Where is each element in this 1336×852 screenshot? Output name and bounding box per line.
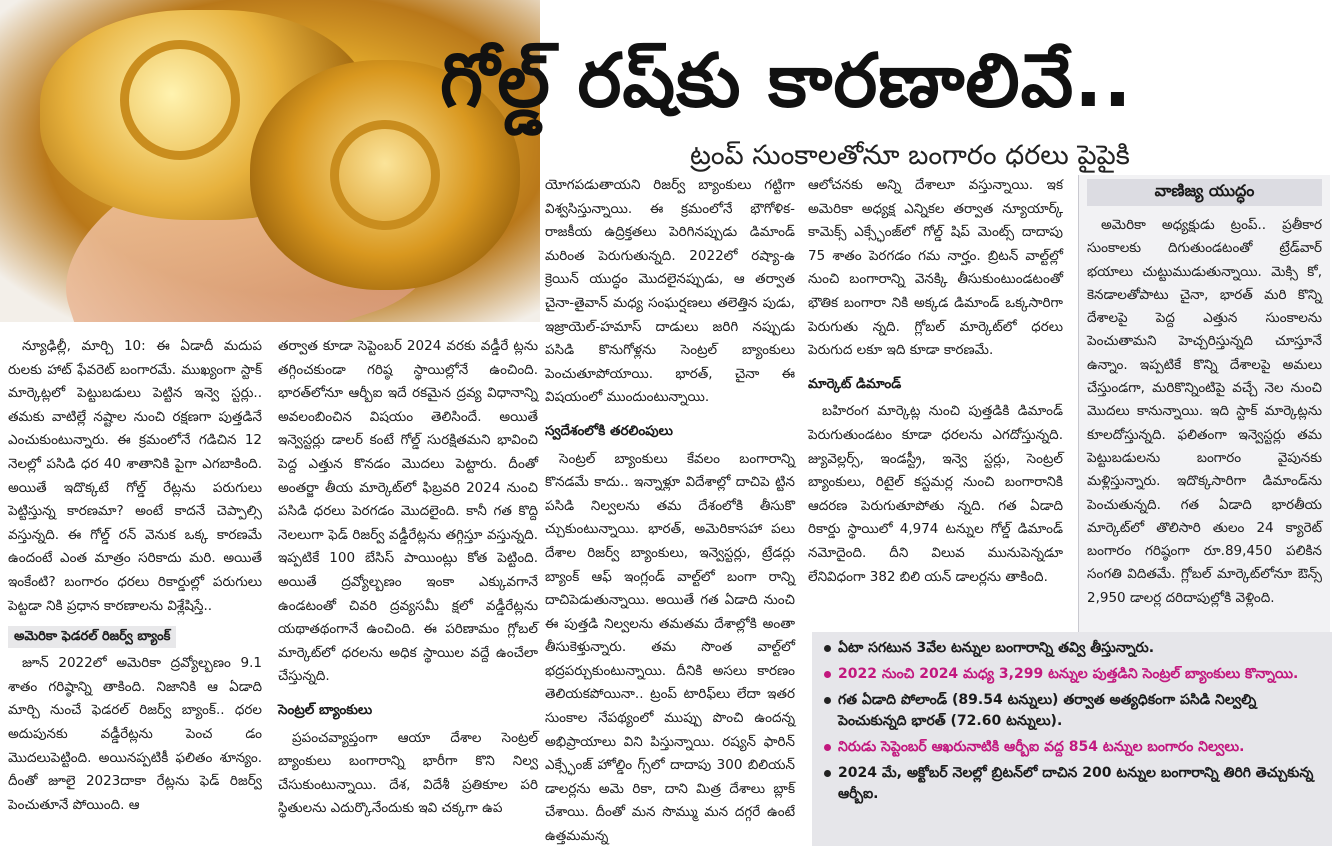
gold-bangle (120, 40, 240, 160)
headline: గోల్డ్‌ రష్‌కు కారణాలివే.. (440, 38, 1133, 124)
paragraph: జూన్‌ 2022లో అమెరికా ద్రవ్యోల్బణం 9.1 శాతం గరిష్ఠాన్ని తాకింది. నిజానికి ఆ ఏడాది మార్చి నుంచే ఫెడరల్‌ రిజర్వ్‌ బ్యాంక్‌.. ధరల అదుపునకు వడ్డీరేట్లను పెంచ డం మొదలుపెట్టింది. అయినప్పటికీ ఫలితం శూన్యం. దీంతో జూలై 2023దాకా రేట్లను ఫెడ్‌ రిజర్వ్‌ పెంచుతూనే పోయింది. ఆ (8, 655, 262, 813)
fact-item: 2022 నుంచి 2024 మధ్య 3,299 టన్నుల పుత్తడిని సెంట్రల్‌ బ్యాంకులు కొన్నాయి. (822, 664, 1322, 685)
paragraph: బహిరంగ మార్కెట్ల నుంచి పుత్తడికి డిమాండ్‌ పెరుగుతుండటం కూడా ధరలను ఎగదోస్తున్నది. జ్యువెల్లర్స్‌, ఇండస్ట్రీ, ఇన్వె స్టర్లు, సెంట్రల్‌ బ్యాంకులు, రిటైల్‌ కస్టమర్ల నుంచి బంగారానికి ఆదరణ పెరుగుతూపోతు న్నది. గత ఏడాది రికార్డు స్థాయిలో 4,974 టన్నుల గోల్డ్‌ డిమాండ్‌ నమోదైంది. దీని విలువ మునుపెన్నడూ లేనివిధంగా 382 బిలి యన్‌ డాలర్లను తాకింది. (808, 403, 1063, 585)
paragraph: యోగపడుతాయని రిజర్వ్‌ బ్యాంకులు గట్టిగా విశ్వసిస్తున్నాయి. ఈ క్రమంలోనే భౌగోళిక-రాజకీయ ఉద్రిక్తతలు పెరిగినప్పుడు డిమాండ్‌ మరింత పెరుగుతున్నది. 2022లో రష్యా-ఉ క్రెయిన్‌ యుద్ధం మొదలైనప్పుడు, ఆ తర్వాత చైనా-తైవాన్‌ మధ్య సంఘర్షణలు తలెత్తిన పుడు, ఇజ్రాయెల్‌-హమాస్‌ దాడులు జరిగి నప్పుడు పసిడి కొనుగోళ్లను సెంట్రల్‌ బ్యాంకులు పెంచుతూపోయాయి. భారత్‌, చైనా ఈ విషయంలో ముందుంటున్నాయి. (545, 177, 795, 406)
section-heading: స్వదేశంలోకి తరలింపులు (545, 422, 673, 439)
paragraph: న్యూఢిల్లీ, మార్చి 10: ఈ ఏడాదీ మదుప రులకు హాట్‌ ఫేవరెట్‌ బంగారమే. ముఖ్యంగా స్టాక్‌ మార్కెట్లలో పెట్టుబడులు పెట్టిన ఇన్వె స్టర్లు.. తమకు వాటిల్లే నష్టాల నుంచి రక్షణగా పుత్తడినే ఎంచుకుంటున్నారు. ఈ క్రమంలోనే గడిచిన 12 నెలల్లో పసిడి ధర 40 శాతానికి పైగా ఎగబాకింది. అయితే ఇదొక్కటే గోల్డ్‌ రేట్లను పరుగులు పెట్టిస్తున్న కారణమా? అంటే కాదనే చెప్పాల్సి వస్తున్నది. ఈ గోల్డ్‌ రన్‌ వెనుక ఒక్క కారణమే ఉందంటే ఎంత మాత్రం సరికాదు మరి. అయితే ఇంకేంటి? బంగారం ధరలు రికార్డుల్లో పరుగులు పెట్టడా నికి ప్రధాన కారణాలను విశ్లేషిస్తే.. (8, 338, 262, 614)
article-column-3 (545, 174, 795, 849)
facts-box (812, 632, 1332, 846)
sidebar-paragraph: అమెరికా అధ్యక్షుడు ట్రంప్‌.. ప్రతీకార సుంకాలకు దిగుతుండటంతో ట్రేడ్‌వార్‌ భయాలు చుట్టుముడుతున్నాయి. మెక్సి కో, కెనడాలతోపాటు చైనా, భారత్‌ మరి కొన్ని దేశాలపై పెద్ద ఎత్తున సుంకాలను పెంచుతామని హెచ్చరిస్తున్నది చూస్తూనే ఉన్నాం. ఇప్పటికే కొన్ని దేశాలపై అమలు చేస్తుండగా, మరికొన్నింటిపై వచ్చే నెల నుంచి మొదలు కానున్నాయి. ఇది స్టాక్‌ మార్కెట్లను కూలదోస్తున్నది. ఫలితంగా ఇన్వెస్టర్లు తమ పెట్టుబడులను బంగారం వైపునకు మళ్లిస్తున్నారు. ఇదొక్కసారిగా డిమాండ్‌ను పెంచుతున్నది. గత ఏడాది భారతీయ మార్కెట్‌లో తొలిసారి తులం 24 క్యారెట్‌ బంగారం గరిష్ఠంగా రూ.89,450 పలికిన సంగతి విదితమే. గ్లోబల్‌ మార్కెట్‌లోనూ ఔన్స్‌ 2,950 డాలర్ల దరిదాపుల్లోకి వెళ్లింది. (1087, 217, 1322, 606)
paragraph: సెంట్రల్‌ బ్యాంకులు కేవలం బంగారాన్ని కొనడమే కాదు.. ఇన్నాళ్లూ విదేశాల్లో దాచిపె ట్టిన పసిడి నిల్వలను తమ దేశంలోకి తీసుకొ చ్చుకుంటున్నాయి. భారత్‌, అమెరికాసహా పలు దేశాల రిజర్వ్‌ బ్యాంకులు, ఇన్వెస్టర్లు, ట్రేడర్లు బ్యాంక్‌ ఆఫ్‌ ఇంగ్లండ్‌ వాల్ట్‌లో బంగా రాన్ని దాచిపెడుతున్నాయి. అయితే గత ఏడాది నుంచి ఈ పుత్తడి నిల్వలను తమతమ దేశాల్లోకి అంతా తీసుకెళ్తున్నారు. తమ సొంత వాల్ట్‌లో భద్రపర్చుకుంటున్నాయి. దీనికి అసలు కారణం తెలియకపోయినా.. ట్రంప్‌ టారిఫ్‌లు లేదా ఇతర సుంకాల నేపథ్యంలో ముప్పు పొంచి ఉందన్న అభిప్రాయాలు విని పిస్తున్నాయి. రష్యన్‌ ఫారిన్‌ ఎక్స్ఛేంజ్‌ హోల్డిం గ్స్‌లో దాదాపు 300 బిలియన్‌ డాలర్లను అమె రికా, దాని మిత్ర దేశాలు బ్లాక్‌ చేశాయి. దీంతో మన సొమ్ము మన దగ్గరే ఉంటే ఉత్తమమన్న (545, 450, 795, 845)
gold-bangle (330, 120, 440, 230)
section-heading: మార్కెట్‌ డిమాండ్‌ (808, 375, 902, 392)
section-heading: అమెరికా ఫెడరల్‌ రిజర్వ్‌ బ్యాంక్‌ (8, 626, 176, 648)
sidebar-title: వాణిజ్య యుద్ధం (1087, 179, 1322, 206)
subheadline: ట్రంప్‌ సుంకాలతోనూ బంగారం ధరలు పైపైకి (690, 140, 1130, 171)
trade-war-sidebar (1078, 175, 1330, 635)
section-heading: సెంట్రల్‌ బ్యాంకులు (278, 701, 373, 718)
article-column-4 (808, 174, 1063, 589)
fact-item: 2024 మే, అక్టోబర్‌ నెలల్లో బ్రిటన్‌లో దాచిన 200 టన్నుల బంగారాన్ని తిరిగి తెచ్చుకున్న ఆర్బీఐ. (822, 763, 1322, 805)
fact-item: నిరుడు సెప్టెంబర్‌ ఆఖరునాటికి ఆర్బీఐ వద్ద 854 టన్నుల బంగారం నిల్వలు. (822, 737, 1322, 758)
fact-item: గత ఏడాది పోలాండ్‌ (89.54 టన్నులు) తర్వాత అత్యధికంగా పసిడి నిల్వల్ని పెంచుకున్నది భారత్‌ (72.60 టన్నులు). (822, 690, 1322, 732)
paragraph: ఆలోచనకు అన్ని దేశాలూ వస్తున్నాయి. ఇక అమెరికా అధ్యక్ష ఎన్నికల తర్వాత న్యూయార్క్‌ కామెక్స్‌ ఎక్స్ఛేంజ్‌లో గోల్డ్‌ షిప్‌ మెంట్స్‌ దాదాపు 75 శాతం పెరగడం గమ నార్హం. బ్రిటన్‌ వాల్ట్‌ల్లో నుంచి బంగారాన్ని వెనక్కి తీసుకుంటుండటంతో భౌతిక బంగారా నికి అక్కడ డిమాండ్‌ ఒక్కసారిగా పెరుగుతు న్నది. గ్లోబల్‌ మార్కెట్‌లో ధరలు పెరుగుద లకూ ఇది కూడా కారణమే. (808, 177, 1063, 359)
article-column-1 (8, 335, 262, 817)
paragraph: తర్వాత కూడా సెప్టెంబర్‌ 2024 వరకు వడ్డీరే ట్లను తగ్గించకుండా గరిష్ఠ స్థాయిల్లోనే ఉంచింది. భారత్‌లోనూ ఆర్బీఐ ఇదే రకమైన ద్రవ్య విధానాన్ని అవలంబించిన విషయం తెలిసిందే. అయితే ఇన్వెస్టర్లు డాలర్‌ కంటే గోల్డ్‌ సురక్షితమని భావించి పెద్ద ఎత్తున కొనడం మొదలు పెట్టారు. దీంతో అంతర్జా తీయ మార్కెట్‌లో ఫిబ్రవరి 2024 నుంచి పసిడి ధరలు పెరగడం మొదలైంది. కానీ గత కొద్ది నెలలుగా ఫెడ్‌ రిజర్వ్‌ వడ్డీరేట్లను తగ్గిస్తూ వస్తున్నది. ఇప్పటికే 100 బేసిస్‌ పాయింట్లు కోత పెట్టింది. అయితే ద్రవ్యోల్బణం ఇంకా ఎక్కువగానే ఉండటంతో చివరి ద్రవ్యసమీ క్షలో వడ్డీరేట్లను యథాతథంగానే ఉంచింది. ఈ పరిణామం గ్లోబల్‌ మార్కెట్‌లో ధరలను అధిక స్థాయిల వద్దే ఉంచేలా చేస్తున్నది. (278, 338, 538, 685)
article-column-2 (278, 335, 538, 821)
fact-item: ఏటా సగటున 3వేల టన్నుల బంగారాన్ని తవ్వి తీస్తున్నారు. (822, 638, 1322, 659)
paragraph: ప్రపంచవ్యాప్తంగా ఆయా దేశాల సెంట్రల్‌ బ్యాంకులు బంగారాన్ని భారీగా కొని నిల్వ చేసుకుంటున్నాయి. దేశ, విదేశీ ప్రతికూల పరి స్థితులను ఎదుర్కొనేందుకు ఇవి చక్కగా ఉప (278, 729, 538, 817)
